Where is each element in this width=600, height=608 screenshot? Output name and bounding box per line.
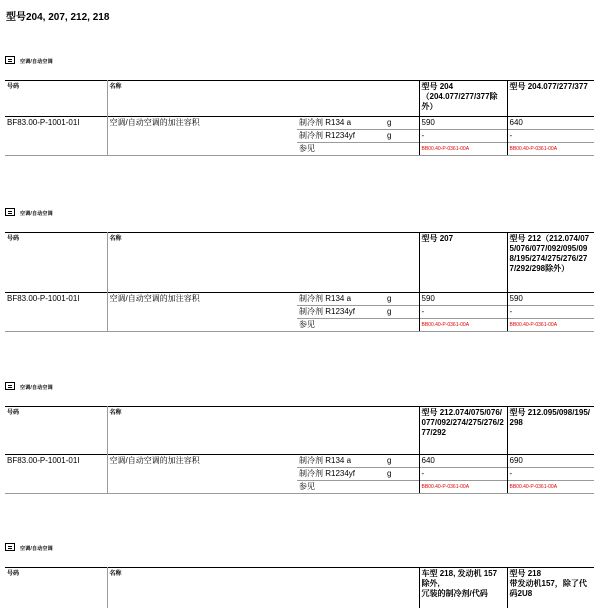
row-value-a: - (419, 306, 507, 319)
name-cell: 空调/自动空调的加注容积 (107, 117, 297, 156)
table-icon (5, 56, 15, 64)
header-col-a: 型号 207 (419, 233, 507, 293)
header-name: 名称 (107, 81, 419, 117)
row-label: 制冷剂 R1234yf (297, 130, 385, 143)
section-header (5, 208, 594, 222)
section-title: 空调/自动空调 (20, 546, 53, 552)
row-unit: g (385, 117, 419, 130)
row-value-a: 590 (419, 293, 507, 306)
row-label: 制冷剂 R134 a (297, 455, 385, 468)
row-value-b: - (507, 130, 594, 143)
table-icon (5, 382, 15, 390)
header-col-b-line2: 带发动机157，除了代码2U8 (509, 579, 587, 598)
section-header (5, 382, 594, 396)
reference-link[interactable]: BB00.40-P-0361-00A (507, 143, 594, 156)
capacity-table (5, 232, 594, 332)
row-label: 制冷剂 R134 a (297, 293, 385, 306)
header-col-a: 型号 204（204.077/277/377除外） (419, 81, 507, 117)
header-code: 号码 (5, 233, 107, 293)
capacity-table (5, 406, 594, 494)
row-unit: g (385, 306, 419, 319)
row-label: 制冷剂 R1234yf (297, 306, 385, 319)
row-value-a: - (419, 468, 507, 481)
reference-link[interactable]: BB00.40-P-0361-00A (507, 319, 594, 332)
row-label: 参见 (297, 143, 385, 156)
header-code: 号码 (5, 407, 107, 455)
header-col-a: 型号 212.074/075/076/077/092/274/275/276/277/292 (419, 407, 507, 455)
row-label: 参见 (297, 319, 385, 332)
row-value-b: 640 (507, 117, 594, 130)
table-icon (5, 208, 15, 216)
header-name: 名称 (107, 407, 419, 455)
row-label: 参见 (297, 481, 385, 494)
header-name: 名称 (107, 233, 419, 293)
capacity-table (5, 80, 594, 156)
row-value-b: 590 (507, 293, 594, 306)
row-unit: g (385, 468, 419, 481)
section-4 (5, 543, 594, 608)
header-col-b: 型号 212.095/098/195/298 (507, 407, 594, 455)
section-title: 空调/自动空调 (20, 59, 53, 65)
row-unit: g (385, 455, 419, 468)
row-value-a: - (419, 130, 507, 143)
row-label: 制冷剂 R134 a (297, 117, 385, 130)
name-cell: 空调/自动空调的加注容积 (107, 293, 297, 332)
code-cell: BF83.00-P-1001-01I (5, 117, 107, 156)
header-col-a (419, 568, 507, 608)
section-2 (5, 208, 594, 332)
code-cell: BF83.00-P-1001-01I (5, 293, 107, 332)
header-col-a-line1: 车型 218, 发动机 157 除外, (421, 569, 498, 588)
header-col-b (507, 568, 594, 608)
reference-link[interactable]: BB00.40-P-0361-00A (507, 481, 594, 494)
table-icon (5, 543, 15, 551)
header-col-a-line2: 冗装的制冷剂/代码 (421, 589, 488, 598)
header-col-b: 型号 204.077/277/377 (507, 81, 594, 117)
section-title: 空调/自动空调 (20, 211, 53, 217)
row-value-b: - (507, 468, 594, 481)
header-col-b: 型号 212（212.074/075/076/077/092/095/098/195/274/275/276/277/292/298除外） (507, 233, 594, 293)
row-value-b: - (507, 306, 594, 319)
row-value-a: 640 (419, 455, 507, 468)
section-header (5, 56, 594, 70)
capacity-table (5, 567, 594, 608)
row-value-a: 590 (419, 117, 507, 130)
section-1 (5, 56, 594, 156)
section-3 (5, 382, 594, 494)
reference-link[interactable]: BB00.40-P-0361-00A (419, 143, 507, 156)
row-unit: g (385, 293, 419, 306)
row-label: 制冷剂 R1234yf (297, 468, 385, 481)
code-cell: BF83.00-P-1001-01I (5, 455, 107, 494)
header-name: 名称 (107, 568, 419, 608)
header-code: 号码 (5, 81, 107, 117)
section-header (5, 543, 594, 557)
name-cell: 空调/自动空调的加注容积 (107, 455, 297, 494)
page-title: 型号204, 207, 212, 218 (6, 12, 110, 23)
reference-link[interactable]: BB00.40-P-0361-00A (419, 319, 507, 332)
header-code: 号码 (5, 568, 107, 608)
reference-link[interactable]: BB00.40-P-0361-00A (419, 481, 507, 494)
row-value-b: 690 (507, 455, 594, 468)
section-title: 空调/自动空调 (20, 385, 53, 391)
row-unit: g (385, 130, 419, 143)
header-col-b-line1: 型号 218 (509, 569, 542, 578)
